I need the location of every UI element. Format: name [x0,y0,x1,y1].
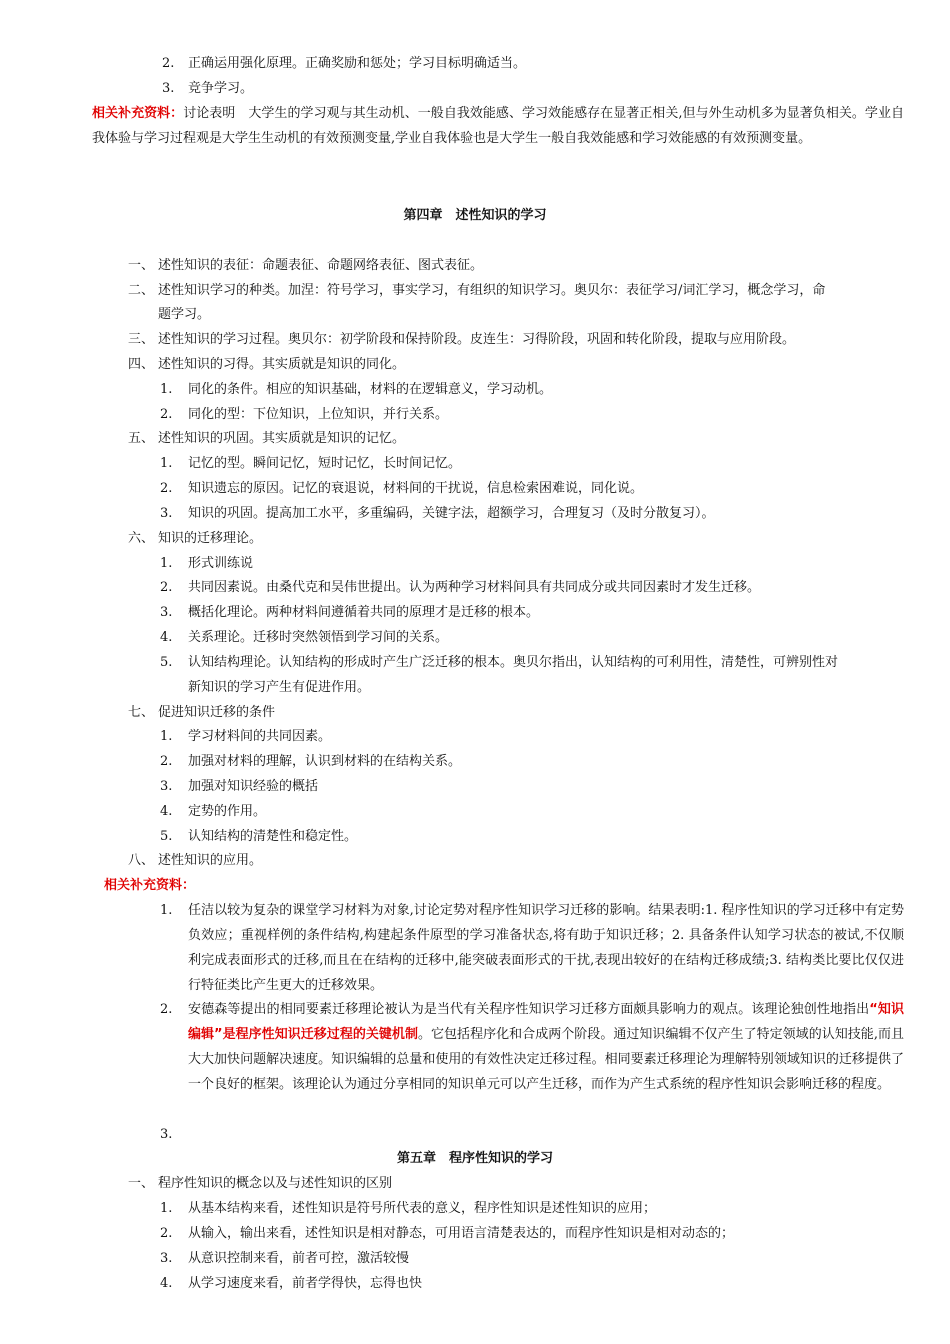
section-number: 七、 [128,705,155,720]
item-text: 学习材料间的共同因素。 [188,729,332,744]
section-number: 六、 [128,531,155,546]
supplement-label: 相关补充资料： [92,106,184,121]
item-number: 4. [160,1276,173,1291]
list-item [160,551,253,576]
item-text: 加强对材料的理解，认识到材料的在结构关系。 [188,754,462,769]
item-text: 概括化理论。两种材料间遵循着共同的原理才是迁移的根本。 [188,605,540,620]
section-number: 四、 [128,357,155,372]
section-number: 一、 [128,1176,155,1191]
item-number: 1. [160,556,173,571]
item-text: 同化的型：下位知识，上位知识，并行关系。 [188,407,449,422]
list-item [160,799,266,824]
section-heading [128,526,262,551]
section-text: 述性知识的习得。其实质就是知识的同化。 [158,357,406,372]
list-item [160,402,448,427]
chapter-title: 第四章 述性知识的学习 [403,208,547,223]
item-number: 3. [160,1251,173,1266]
item-number: 5. [160,655,173,670]
section-heading [128,327,795,352]
section-heading [128,848,262,873]
section-text: 程序性知识的概念以及与述性知识的区别 [158,1176,393,1191]
item-text: 从学习速度来看，前者学得快，忘得也快 [188,1276,423,1291]
item-text: 知识的巩固。提高加工水平，多重编码，关键字法，超额学习，合理复习（及时分散复习）。 [188,506,715,521]
supplement-item-number: 3. [160,1127,173,1142]
list-item [160,501,715,526]
list-item [160,377,552,402]
item-text: 知识遗忘的原因。记忆的衰退说，材料间的干扰说，信息检索困难说，同化说。 [188,481,644,496]
section-text: 述性知识的表征：命题表征、命题网络表征、图式表征。 [158,258,484,273]
list-item [160,625,448,650]
list-item [160,451,461,476]
supplement-item-number: 2. [160,1002,173,1017]
item-number: 4. [160,630,173,645]
supplement-text-post: 。它包括程序化和合成两个阶段。通过知识编辑不仅产生了特定领域的认知技能,而且大大加快问题解决速度。知识编辑的总量和使用的有效性决定迁移过程。相同要素迁移理论为理解特别领域知识的迁移提供了一个良好的框架。该理论认为通过分享相同的知识单元可以产生迁移，而作为产生式系统的程序性知识会影响迁移的程度。 [188,1027,905,1092]
list-item [160,476,643,501]
item-number: 2. [162,56,175,71]
supplement-item-number: 1. [160,903,173,918]
item-text: 认知结构理论。认知结构的形成时产生广泛迁移的根本。奥贝尔指出，认知结构的可利用性，清楚性，可辨别性对 [188,655,839,670]
supplement-paragraph [92,101,904,151]
supplement-label: 相关补充资料： [104,878,196,893]
item-number: 4. [160,804,173,819]
list-item [160,724,331,749]
item-number: 1. [160,382,173,397]
supplement-text-pre: 安德森等提出的相同要素迁移理论被认为是当代有关程序性知识学习迁移方面颇具影响力的观点。该理论独创性地指出 [188,1002,870,1017]
list-item [160,1196,656,1221]
list-item [160,1246,409,1271]
item-number: 3. [162,81,175,96]
supplement-item-text [188,997,904,1097]
list-item [160,824,357,849]
item-number: 2. [160,481,173,496]
item-number: 2. [160,754,173,769]
section-text: 促进知识迁移的条件 [158,705,276,720]
item-number: 1. [160,729,173,744]
section-number: 八、 [128,853,155,868]
section-heading [128,352,405,377]
section-text: 述性知识的学习过程。奥贝尔：初学阶段和保持阶段。皮连生：习得阶段，巩固和转化阶段，提取与应用阶段。 [158,332,796,347]
item-text: 正确运用强化原理。正确奖励和惩处；学习目标明确适当。 [188,56,527,71]
list-item [162,76,253,101]
section-heading [128,700,275,725]
item-number: 1. [160,456,173,471]
list-item [160,575,760,600]
section-number: 二、 [128,283,155,298]
item-text: 关系理论。迁移时突然领悟到学习间的关系。 [188,630,449,645]
item-number: 2. [160,1226,173,1241]
section-text: 述性知识的巩固。其实质就是知识的记忆。 [158,431,406,446]
list-item [160,600,539,625]
item-number: 1. [160,1201,173,1216]
item-number: 3. [160,506,173,521]
item-text: 共同因素说。由桑代克和吴伟世提出。认为两种学习材料间具有共同成分或共同因素时才发生迁移。 [188,580,761,595]
list-item [160,1221,734,1246]
list-item [162,51,526,76]
item-number: 2. [160,407,173,422]
section-text: 述性知识学习的种类。加涅：符号学习，事实学习，有组织的知识学习。奥贝尔：表征学习/词汇学习，概念学习，命 [158,283,826,298]
list-item [160,774,318,799]
section-number: 三、 [128,332,155,347]
item-number: 5. [160,829,173,844]
section-heading [128,1171,392,1196]
list-item [160,650,838,675]
supplement-text: 讨论表明 大学生的学习观与其生动机、一般自我效能感、学习效能感存在显著正相关,但与外生动机多为显著负相关。学业自我体验与学习过程观是大学生生动机的有效预测变量,学业自我体验也是大学生一般自我效能感和学习效能感的有效预测变量。 [92,106,904,146]
chapter-title: 第五章 程序性知识的学习 [396,1151,553,1166]
item-number: 3. [160,779,173,794]
section-heading [128,278,825,303]
item-text-continued: 新知识的学习产生有促进作用。 [188,680,371,695]
item-text: 加强对知识经验的概括 [188,779,319,794]
section-text-continued: 题学习。 [158,307,211,322]
supplement-item-text: 任洁以较为复杂的课堂学习材料为对象,讨论定势对程序性知识学习迁移的影响。结果表明:1. 程序性知识的学习迁移中有定势负效应；重视样例的条件结构,构建起条件原型的学习准备状态,将有助于知识迁移；2. 具备条件认知学习状态的被试,不仅顺利完成表面形式的迁移,而且在在结构的迁移中,能突破表面形式的干扰,表现出较好的在结构迁移成绩;3. 结构类比要比仅仅进行特征类比产生更大的迁移效果。 [188,903,904,993]
section-number: 一、 [128,258,155,273]
item-number: 3. [160,605,173,620]
item-text: 同化的条件。相应的知识基础，材料的在逻辑意义，学习动机。 [188,382,553,397]
list-item [160,749,461,774]
item-text: 定势的作用。 [188,804,267,819]
item-text: 记忆的型。瞬间记忆，短时记忆，长时间记忆。 [188,456,462,471]
section-heading [128,426,405,451]
item-text: 竞争学习。 [188,81,254,96]
section-number: 五、 [128,431,155,446]
highlighted-text: “知识编辑”是程序性知识迁移过程的关键机制 [188,1002,904,1042]
section-text: 述性知识的应用。 [158,853,263,868]
section-text: 知识的迁移理论。 [158,531,263,546]
list-item [160,1271,422,1296]
item-text: 从基本结构来看，述性知识是符号所代表的意义，程序性知识是述性知识的应用； [188,1201,657,1216]
item-text: 形式训练说 [188,556,254,571]
item-text: 从输入，输出来看，述性知识是相对静态，可用语言清楚表达的，而程序性知识是相对动态的； [188,1226,735,1241]
item-text: 从意识控制来看，前者可控，激活较慢 [188,1251,410,1266]
item-text: 认知结构的清楚性和稳定性。 [188,829,358,844]
item-number: 2. [160,580,173,595]
section-heading [128,253,483,278]
